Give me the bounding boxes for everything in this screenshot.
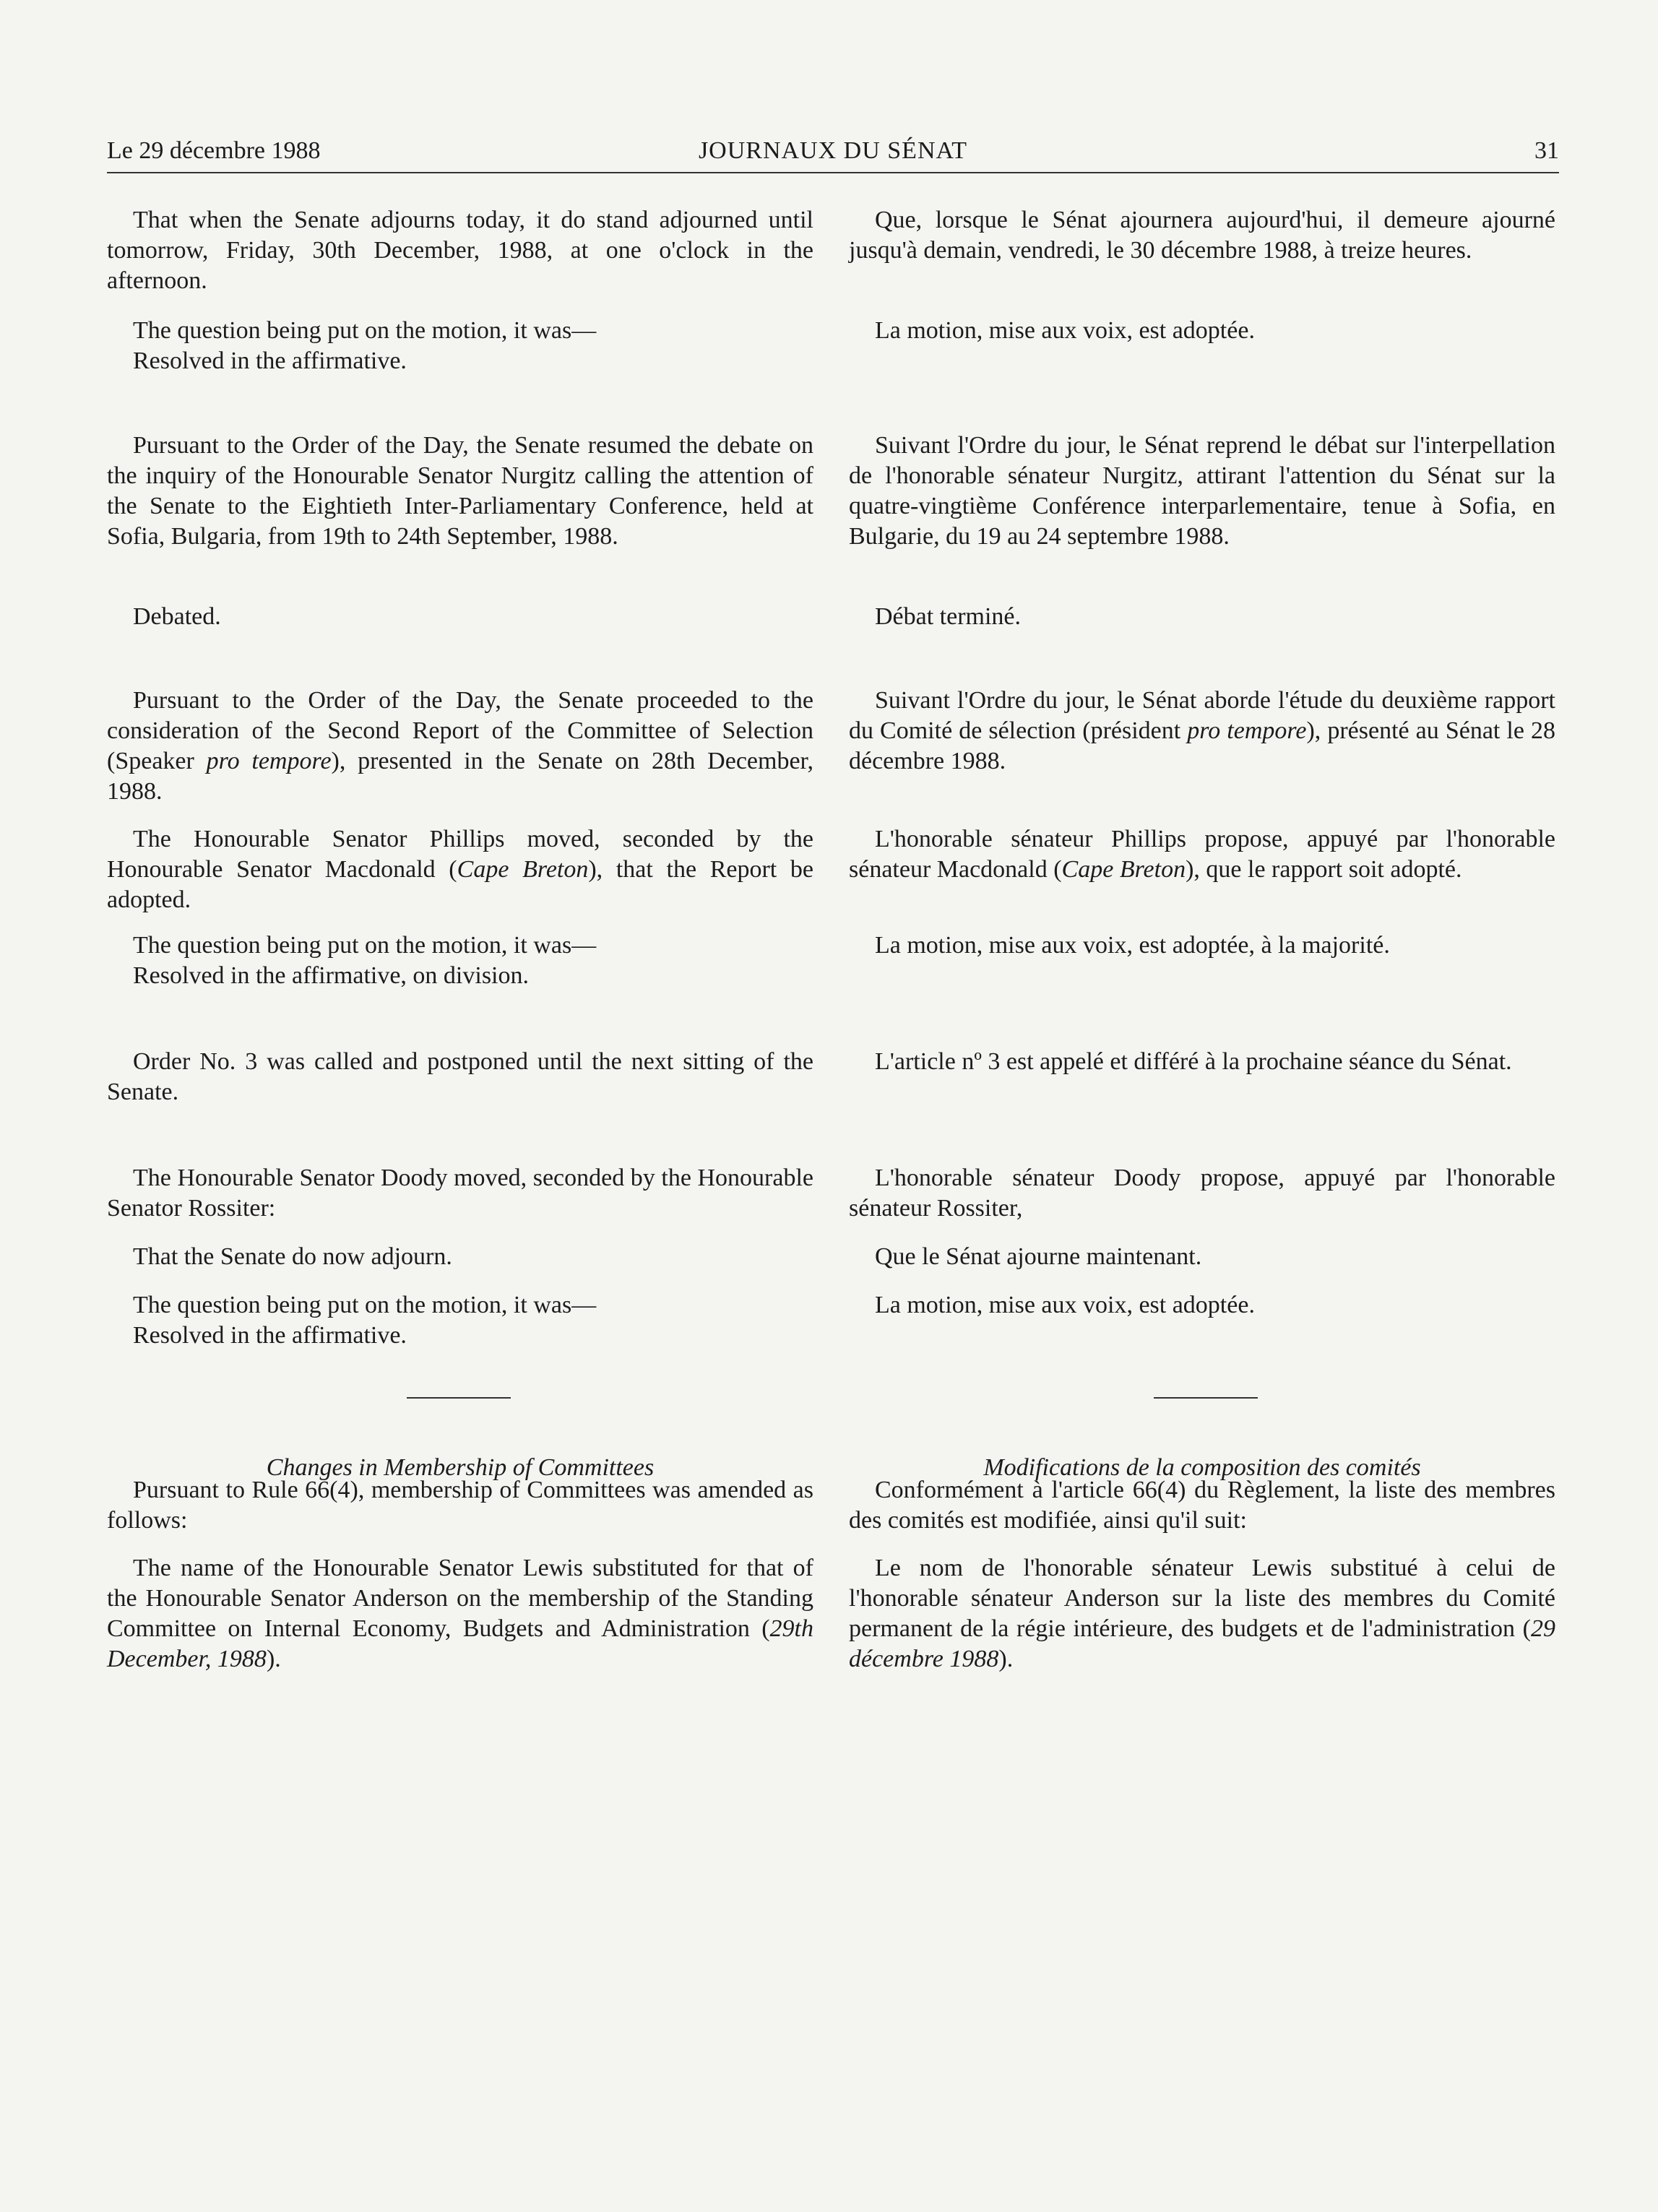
fr-adopted-2: La motion, mise aux voix, est adoptée, à la majorité.	[875, 932, 1390, 959]
fr-inquiry-block	[849, 431, 1555, 552]
en-question-3: The question being put on the motion, it was—	[133, 1292, 597, 1318]
en-question-2: The question being put on the motion, it was—	[133, 932, 597, 959]
fr-debated: Débat terminé.	[875, 603, 1022, 630]
fr-adjourn-now: Que le Sénat ajourne maintenant.	[875, 1243, 1202, 1270]
fr-committees-heading: Modifications de la composition des comités	[983, 1454, 1421, 1481]
fr-adjourn-motion: Que, lorsque le Sénat ajournera aujourd'hui, il demeure ajourné jusqu'à demain, vendredi, le 30 décembre 1988, à treize heures.	[849, 207, 1555, 264]
fr-adopted-3: La motion, mise aux voix, est adoptée.	[875, 1292, 1255, 1318]
fr-report-text-1: Suivant l'Ordre du jour, le Sénat aborde l'étude du deuxième rapport du Comité de sélection (président	[849, 687, 1555, 744]
en-adjourn-now: That the Senate do now adjourn.	[133, 1243, 452, 1270]
fr-lewis-text-2: ).	[998, 1646, 1014, 1672]
page-number: 31	[1534, 137, 1559, 164]
en-phillips-block	[107, 824, 813, 915]
fr-adjourn-block	[849, 205, 1555, 266]
fr-adjourn-now-block	[849, 1242, 1555, 1272]
en-order-block	[107, 1047, 813, 1107]
en-adjourn-motion: That when the Senate adjourns today, it do stand adjourned until tomorrow, Friday, 30th December, 1988, at one o'clock in the afternoon.	[107, 207, 813, 294]
fr-section-separator	[1154, 1397, 1258, 1399]
fr-inquiry: Suivant l'Ordre du jour, le Sénat reprend le débat sur l'interpellation de l'honorable sénateur Nurgitz, attirant l'attention du Sénat sur la quatre-vingtième Conférence interparlementaire, tenue à Sofia, en Bulgarie, du 19 au 24 septembre 1988.	[849, 432, 1555, 550]
fr-report-text-2: ), présenté au Sénat le 28 décembre 1988.	[849, 717, 1556, 774]
fr-lewis-text-1: Le nom de l'honorable sénateur Lewis substitué à celui de l'honorable sénateur Anderson sur la liste des membres du Comité permanent de la régie intérieure, des budgets et de l'administration (	[849, 1555, 1555, 1642]
fr-report-paragraph	[849, 686, 1555, 777]
en-debated-block	[107, 602, 813, 632]
en-order-3: Order No. 3 was called and postponed until the next sitting of the Senate.	[107, 1048, 813, 1105]
running-header	[107, 131, 1559, 170]
en-lewis-italic: 29th December, 1988	[107, 1615, 813, 1672]
en-report-text-2: ), presented in the Senate on 28th December, 1988.	[107, 748, 814, 805]
fr-rule-66: Conformément à l'article 66(4) du Règlement, la liste des membres des comités est modifiée, ainsi qu'il suit:	[849, 1477, 1555, 1534]
en-adjourn-block	[107, 205, 813, 296]
en-lewis-text-1: The name of the Honourable Senator Lewis substituted for that of the Honourable Senator Anderson on the membership of the Standing Committee on Internal Economy, Budgets and Administration (	[107, 1555, 813, 1642]
en-doody-block	[107, 1163, 813, 1224]
fr-phillips-text-2: ), que le rapport soit adopté.	[1186, 856, 1462, 883]
en-rule-66: Pursuant to Rule 66(4), membership of Committees was amended as follows:	[107, 1477, 813, 1534]
en-question-block-3	[107, 1290, 813, 1351]
header-date: Le 29 décembre 1988	[107, 137, 321, 164]
en-question-block-1	[107, 316, 813, 376]
fr-adopted-1: La motion, mise aux voix, est adoptée.	[875, 317, 1255, 344]
fr-phillips-text-1: L'honorable sénateur Phillips propose, appuyé par l'honorable sénateur Macdonald (	[849, 826, 1555, 883]
fr-report-italic: pro tempore	[1187, 717, 1307, 744]
en-question-block-2	[107, 930, 813, 991]
en-report-italic: pro tempore	[206, 748, 332, 774]
fr-adopted-block-3	[849, 1290, 1555, 1321]
en-resolved-3: Resolved in the affirmative.	[133, 1322, 407, 1349]
fr-order-block	[849, 1047, 1555, 1077]
fr-doody-block	[849, 1163, 1555, 1224]
fr-phillips-paragraph	[849, 824, 1555, 885]
en-phillips-italic: Cape Breton	[457, 856, 589, 883]
en-section-separator	[407, 1397, 511, 1399]
fr-lewis-paragraph	[849, 1553, 1555, 1675]
en-phillips-paragraph	[107, 824, 813, 915]
en-lewis-block	[107, 1553, 813, 1675]
header-rule	[107, 172, 1559, 173]
en-resolved-2: Resolved in the affirmative, on division.	[133, 962, 530, 989]
fr-doody: L'honorable sénateur Doody propose, appuyé par l'honorable sénateur Rossiter,	[849, 1165, 1555, 1222]
en-inquiry: Pursuant to the Order of the Day, the Senate resumed the debate on the inquiry of the Honourable Senator Nurgitz calling the attention of the Senate to the Eightieth Inter-Parliamentary Conference, held at Sofia, Bulgaria, from 19th to 24th September, 1988.	[107, 432, 813, 550]
journal-title: JOURNAUX DU SÉNAT	[698, 137, 968, 164]
fr-rule-block	[849, 1475, 1555, 1536]
en-doody: The Honourable Senator Doody moved, seconded by the Honourable Senator Rossiter:	[107, 1165, 813, 1222]
en-lewis-paragraph	[107, 1553, 813, 1675]
en-adjourn-now-block	[107, 1242, 813, 1272]
en-question-1: The question being put on the motion, it was—	[133, 317, 597, 344]
en-inquiry-block	[107, 431, 813, 552]
fr-adopted-block-1	[849, 316, 1555, 346]
fr-lewis-italic: 29 décembre 1988	[849, 1615, 1555, 1672]
en-debated: Debated.	[133, 603, 221, 630]
en-resolved-1: Resolved in the affirmative.	[133, 347, 407, 374]
fr-report-block	[849, 686, 1555, 777]
en-rule-block	[107, 1475, 813, 1536]
fr-phillips-italic: Cape Breton	[1061, 856, 1186, 883]
en-committees-heading: Changes in Membership of Committees	[266, 1454, 655, 1481]
fr-order-3: L'article nº 3 est appelé et différé à la prochaine séance du Sénat.	[875, 1048, 1512, 1075]
en-report-block	[107, 686, 813, 807]
en-lewis-text-2: ).	[266, 1646, 281, 1672]
en-phillips-text-1: The Honourable Senator Phillips moved, seconded by the Honourable Senator Macdonald (	[107, 826, 813, 883]
en-report-text-1: Pursuant to the Order of the Day, the Senate proceeded to the consideration of the Second Report of the Committee of Selection (Speaker	[107, 687, 813, 774]
fr-lewis-block	[849, 1553, 1555, 1675]
fr-phillips-block	[849, 824, 1555, 885]
fr-adopted-block-2	[849, 930, 1555, 961]
en-phillips-text-2: ), that the Report be adopted.	[107, 856, 813, 913]
en-report-paragraph	[107, 686, 813, 807]
fr-debated-block	[849, 602, 1555, 632]
